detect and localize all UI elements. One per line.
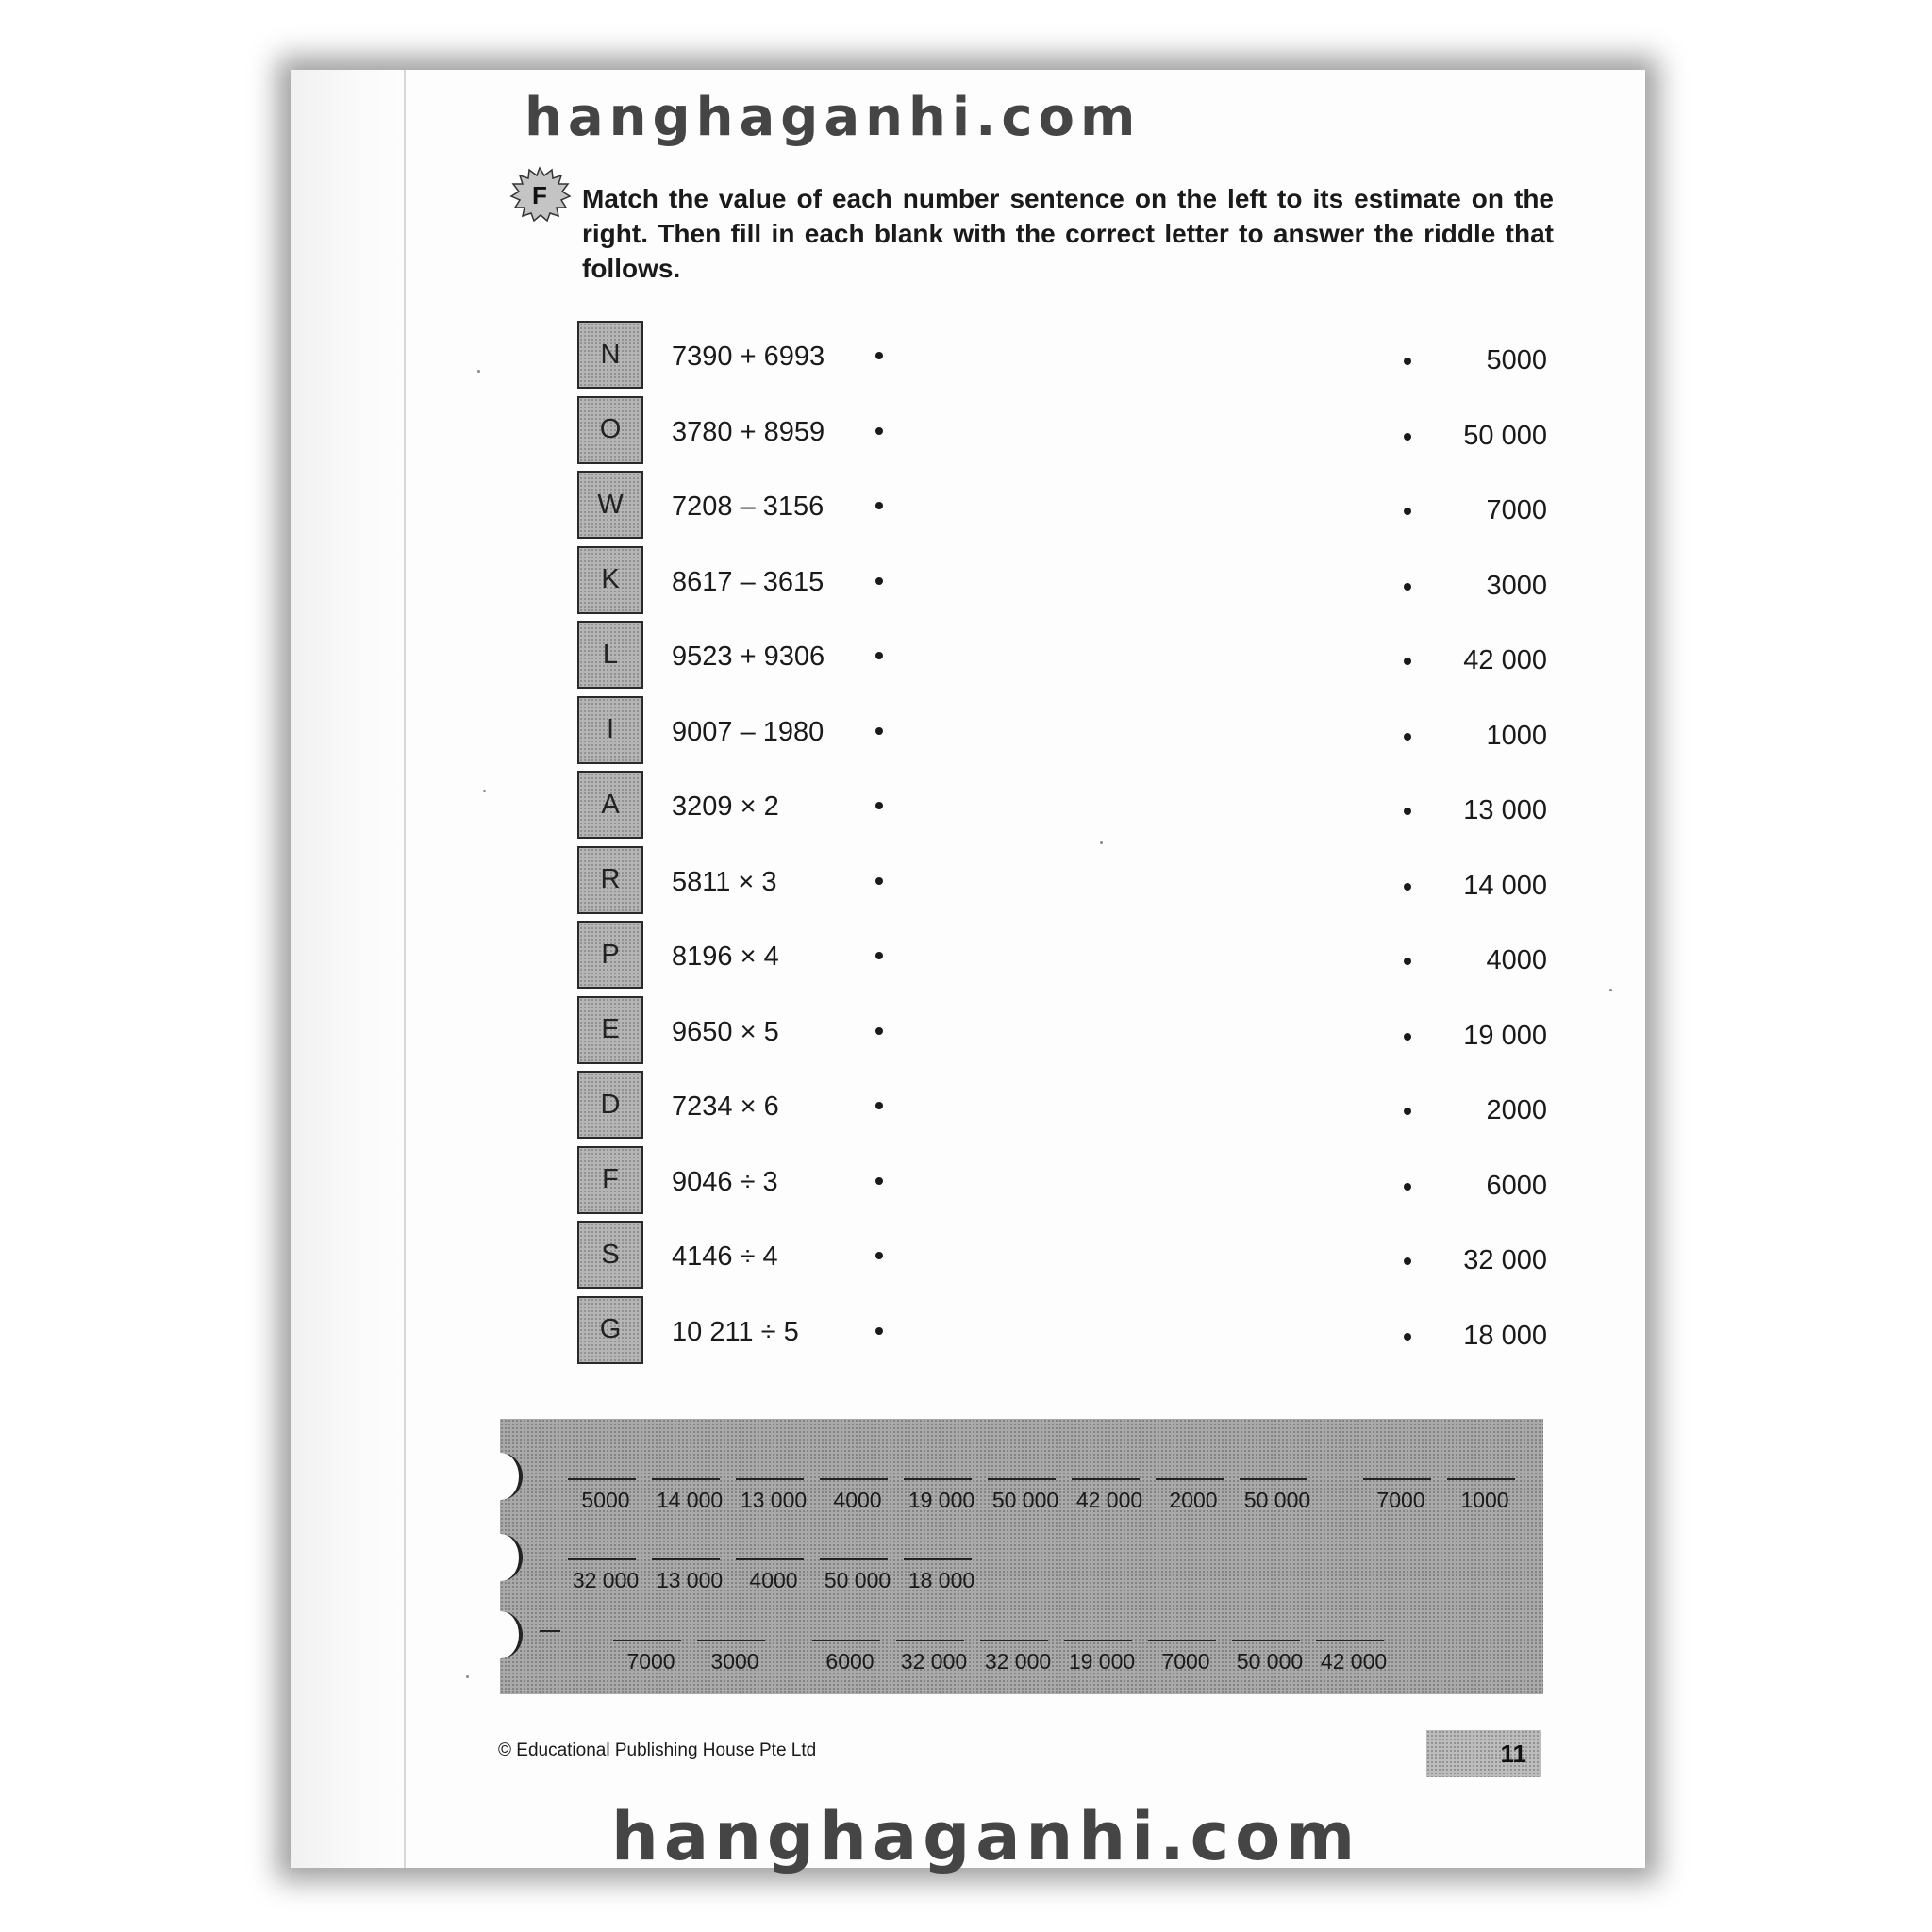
riddle-blank (1072, 1478, 1143, 1535)
estimate-row (1396, 330, 1547, 406)
number-sentence: 9046 ÷ 3 (672, 1166, 778, 1197)
estimate-value: 7000 (1486, 495, 1547, 525)
riddle-blank (1156, 1478, 1227, 1535)
blank-estimate: 7000 (626, 1649, 675, 1674)
answer-line (652, 1558, 720, 1560)
riddle-blank (1232, 1640, 1304, 1696)
match-dot-left (875, 1102, 883, 1109)
riddle-blank (652, 1478, 724, 1535)
match-dot-right (1404, 433, 1411, 441)
estimate-row (1396, 706, 1547, 781)
question-row (577, 696, 898, 772)
match-dot-right (1404, 1333, 1411, 1341)
letter-box: E (577, 996, 643, 1064)
answer-line (736, 1558, 804, 1560)
riddle-blank (1148, 1640, 1220, 1696)
number-sentence: 4146 ÷ 4 (672, 1241, 778, 1272)
watermark-top: hanghaganhi.com (525, 87, 1141, 148)
estimates-column (1396, 330, 1547, 1380)
answer-line (904, 1478, 972, 1480)
number-sentence: 9007 – 1980 (672, 716, 824, 747)
riddle-blank (812, 1640, 884, 1696)
answer-line (568, 1558, 636, 1560)
binding-gutter (291, 70, 404, 1868)
scan-speck (466, 1675, 469, 1678)
match-dot-right (1404, 808, 1411, 815)
answer-line (812, 1640, 880, 1641)
question-row (577, 621, 898, 696)
riddle-panel (500, 1419, 1543, 1694)
answer-line (736, 1478, 804, 1480)
number-sentence: 3209 × 2 (672, 791, 779, 822)
estimate-value: 5000 (1486, 345, 1547, 375)
question-row (577, 921, 898, 996)
letter-box: P (577, 921, 643, 989)
riddle-blank (736, 1478, 808, 1535)
estimate-row (1396, 1306, 1547, 1381)
question-row (577, 321, 898, 396)
match-dot-left (875, 652, 883, 659)
riddle-blank (1316, 1640, 1388, 1696)
blank-estimate: 50 000 (991, 1488, 1059, 1512)
letter-box: L (577, 621, 643, 689)
question-row (577, 771, 898, 846)
question-row (577, 1296, 898, 1372)
match-dot-right (1404, 508, 1411, 515)
estimate-value: 1000 (1486, 720, 1547, 751)
letter-box: G (577, 1296, 643, 1364)
estimate-row (1396, 856, 1547, 931)
riddle-blank (1064, 1640, 1136, 1696)
number-sentence: 8617 – 3615 (672, 566, 824, 597)
match-dot-right (1404, 1033, 1411, 1041)
estimate-row (1396, 780, 1547, 856)
blank-estimate: 13 000 (740, 1488, 808, 1512)
letter-box: R (577, 846, 643, 914)
blank-estimate: 42 000 (1320, 1649, 1388, 1674)
riddle-blank (568, 1478, 640, 1535)
number-sentence: 5811 × 3 (672, 866, 777, 897)
exercise-badge (508, 166, 572, 223)
binder-hole (479, 1534, 523, 1581)
riddle-blank (820, 1478, 891, 1535)
match-dot-right (1404, 658, 1411, 665)
answer-line (1447, 1478, 1515, 1480)
letter-box: O (577, 396, 643, 464)
riddle-blank (896, 1640, 968, 1696)
match-dot-left (875, 727, 883, 735)
riddle-blank (820, 1558, 891, 1615)
scan-speck (1100, 841, 1103, 844)
estimate-value: 3000 (1486, 570, 1547, 601)
estimate-value: 2000 (1486, 1095, 1547, 1125)
blank-estimate: 6000 (825, 1649, 874, 1674)
estimate-value: 14 000 (1463, 870, 1547, 901)
match-dot-left (875, 802, 883, 809)
blank-estimate: 18 000 (908, 1568, 975, 1592)
match-dot-left (875, 877, 883, 885)
match-dot-right (1404, 1183, 1411, 1191)
binder-hole (479, 1611, 523, 1658)
answer-line (1148, 1640, 1216, 1641)
match-dot-left (875, 502, 883, 509)
number-sentence: 8196 × 4 (672, 941, 779, 972)
binder-hole (479, 1453, 523, 1500)
exercise-instructions: Match the value of each number sentence on the left to its estimate on the right. Then fill in each blank with the correct letter to answer the riddle that follows. (582, 184, 1554, 283)
letter-box: D (577, 1071, 643, 1139)
riddle-blank (568, 1558, 640, 1615)
blank-estimate: 3000 (710, 1649, 759, 1674)
answer-line (1232, 1640, 1300, 1641)
riddle-blank (736, 1558, 808, 1615)
question-row (577, 546, 898, 622)
blank-estimate: 1000 (1460, 1488, 1509, 1512)
blank-estimate: 13 000 (656, 1568, 724, 1592)
number-sentence: 9523 + 9306 (672, 641, 825, 672)
estimate-row (1396, 1006, 1547, 1081)
match-dot-left (875, 1252, 883, 1259)
match-dot-right (1404, 883, 1411, 891)
blank-estimate: 19 000 (908, 1488, 975, 1512)
question-row (577, 396, 898, 472)
stray-dash (540, 1630, 560, 1632)
answer-line (1316, 1640, 1384, 1641)
letter-box: K (577, 546, 643, 614)
copyright-notice: © Educational Publishing House Pte Ltd (498, 1740, 817, 1760)
estimate-value: 32 000 (1463, 1245, 1547, 1275)
blank-estimate: 42 000 (1075, 1488, 1143, 1512)
letter-box: F (577, 1146, 643, 1214)
number-sentences-column (577, 321, 898, 1371)
scan-speck (477, 370, 480, 373)
number-sentence: 7390 + 6993 (672, 341, 825, 372)
estimate-value: 19 000 (1463, 1020, 1547, 1051)
estimate-value: 42 000 (1463, 645, 1547, 675)
estimate-row (1396, 556, 1547, 631)
scan-speck (1609, 989, 1612, 991)
match-dot-right (1404, 733, 1411, 741)
answer-line (980, 1640, 1048, 1641)
riddle-blank (1363, 1478, 1435, 1535)
question-row (577, 471, 898, 546)
answer-line (568, 1478, 636, 1480)
watermark-bottom: hanghaganhi.com (611, 1798, 1361, 1875)
answer-line (820, 1558, 888, 1560)
number-sentence: 9650 × 5 (672, 1016, 779, 1047)
answer-line (904, 1558, 972, 1560)
match-dot-left (875, 1027, 883, 1035)
blank-estimate: 4000 (749, 1568, 798, 1592)
letter-box: I (577, 696, 643, 764)
riddle-blank (980, 1640, 1052, 1696)
match-dot-left (875, 1177, 883, 1185)
blank-estimate: 50 000 (1236, 1649, 1304, 1674)
answer-line (697, 1640, 765, 1641)
blank-estimate: 50 000 (1243, 1488, 1311, 1512)
match-dot-right (1404, 1257, 1411, 1265)
riddle-blank (904, 1478, 975, 1535)
riddle-blank (1447, 1478, 1519, 1535)
estimate-row (1396, 1156, 1547, 1231)
riddle-blank (697, 1640, 769, 1696)
riddle-blank (613, 1640, 685, 1696)
blank-estimate: 32 000 (984, 1649, 1052, 1674)
estimate-value: 4000 (1486, 945, 1547, 975)
match-dot-right (1404, 358, 1411, 365)
estimate-value: 6000 (1486, 1170, 1547, 1201)
scan-speck (483, 790, 486, 792)
estimate-row (1396, 1230, 1547, 1306)
number-sentence: 10 211 ÷ 5 (672, 1316, 799, 1347)
estimate-value: 18 000 (1463, 1320, 1547, 1351)
number-sentence: 3780 + 8959 (672, 416, 825, 447)
answer-line (1240, 1478, 1307, 1480)
question-row (577, 1071, 898, 1146)
match-dot-right (1404, 958, 1411, 965)
match-dot-left (875, 1327, 883, 1335)
blank-estimate: 32 000 (900, 1649, 968, 1674)
question-row (577, 996, 898, 1072)
estimate-row (1396, 480, 1547, 556)
blank-estimate: 7000 (1161, 1649, 1210, 1674)
blank-estimate: 50 000 (824, 1568, 891, 1592)
riddle-blank (988, 1478, 1059, 1535)
answer-line (1064, 1640, 1132, 1641)
estimate-row (1396, 406, 1547, 481)
answer-line (613, 1640, 681, 1641)
question-row (577, 846, 898, 922)
answer-line (1363, 1478, 1431, 1480)
answer-line (652, 1478, 720, 1480)
answer-line (1156, 1478, 1224, 1480)
answer-line (988, 1478, 1056, 1480)
riddle-blank (1240, 1478, 1311, 1535)
blank-estimate: 2000 (1169, 1488, 1218, 1512)
estimate-value: 50 000 (1463, 420, 1547, 451)
letter-box: S (577, 1221, 643, 1289)
blank-estimate: 7000 (1376, 1488, 1425, 1512)
match-dot-left (875, 427, 883, 435)
answer-line (1072, 1478, 1140, 1480)
number-sentence: 7234 × 6 (672, 1091, 779, 1122)
answer-line (820, 1478, 888, 1480)
match-dot-right (1404, 583, 1411, 591)
blank-estimate: 14 000 (656, 1488, 724, 1512)
letter-box: A (577, 771, 643, 839)
riddle-blank (652, 1558, 724, 1615)
riddle-blank (904, 1558, 975, 1615)
match-dot-left (875, 352, 883, 359)
match-dot-right (1404, 1108, 1411, 1115)
match-dot-left (875, 952, 883, 959)
letter-box: N (577, 321, 643, 389)
estimate-row (1396, 630, 1547, 706)
blank-estimate: 32 000 (572, 1568, 640, 1592)
blank-estimate: 19 000 (1068, 1649, 1136, 1674)
gutter-divider (404, 70, 406, 1868)
match-dot-left (875, 577, 883, 585)
estimate-row (1396, 930, 1547, 1006)
estimate-value: 13 000 (1463, 795, 1547, 825)
question-row (577, 1221, 898, 1296)
exercise-badge-letter: F (532, 181, 547, 209)
number-sentence: 7208 – 3156 (672, 491, 824, 522)
blank-estimate: 4000 (833, 1488, 882, 1512)
estimate-row (1396, 1080, 1547, 1156)
page-number: 11 (1426, 1730, 1541, 1777)
question-row (577, 1146, 898, 1222)
letter-box: W (577, 471, 643, 539)
answer-line (896, 1640, 964, 1641)
blank-estimate: 5000 (581, 1488, 630, 1512)
